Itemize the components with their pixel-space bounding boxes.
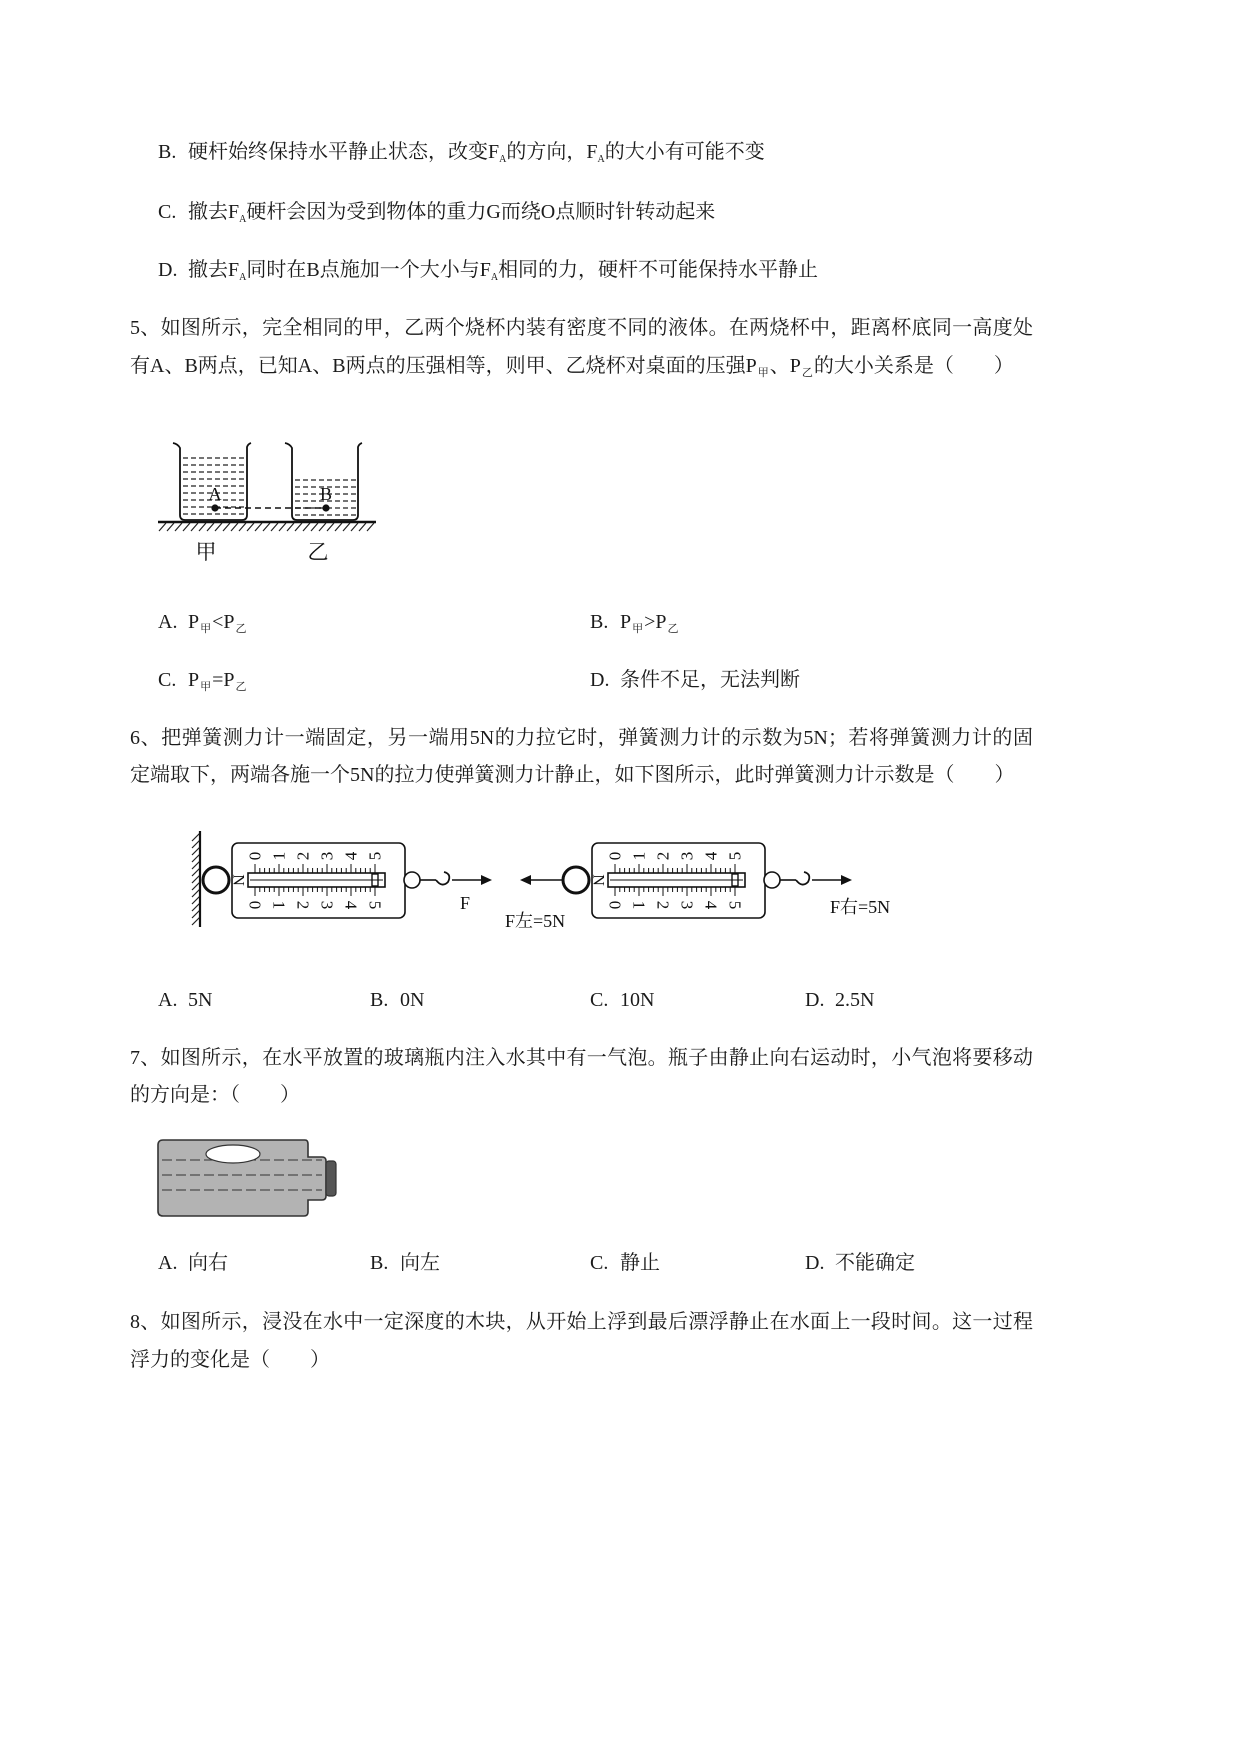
point-a-label: A xyxy=(208,484,222,504)
hatch-mark xyxy=(192,833,200,841)
option-text: 静止 xyxy=(620,1252,660,1274)
force-right-label: F右=5N xyxy=(830,897,891,917)
hatch-mark xyxy=(351,523,358,531)
hatch-mark xyxy=(263,523,270,531)
hatch-mark xyxy=(192,868,200,876)
subscript: A xyxy=(239,214,247,225)
subscript: 乙 xyxy=(235,681,247,693)
subscript: A xyxy=(597,154,605,165)
tick-label-top: 4 xyxy=(701,851,721,861)
hatch-mark xyxy=(239,523,246,531)
q7-option-b xyxy=(370,1249,440,1277)
tick-label-top: 0 xyxy=(605,851,625,861)
hatch-mark xyxy=(311,523,318,531)
option-text: 同时在B点施加一个大小与F xyxy=(246,259,491,281)
subscript: 甲 xyxy=(200,623,212,635)
tick-label-bottom: 0 xyxy=(605,900,625,910)
q8-stem-line-2: 浮力的变化是（ ） xyxy=(130,1349,330,1371)
point-b-label: B xyxy=(319,484,333,504)
hatch-mark xyxy=(207,523,214,531)
option-label: C. xyxy=(158,669,177,691)
q5-stem-line-2 xyxy=(130,352,1033,380)
q7-option-d xyxy=(805,1249,915,1277)
scale-left-hook-eye xyxy=(404,872,420,888)
hatch-mark xyxy=(167,523,174,531)
option-label: B. xyxy=(370,989,389,1011)
q6-stem-line-2: 定端取下，两端各施一个5N的拉力使弹簧测力计静止，如下图所示，此时弹簧测力计示数是（ ） xyxy=(130,764,1015,786)
wall-hatching xyxy=(192,833,200,925)
stem-text: 有A、B两点，已知A、B两点的压强相等，则甲、乙烧杯对桌面的压强P xyxy=(130,355,757,377)
bottle-cap xyxy=(326,1161,336,1196)
air-bubble xyxy=(206,1145,260,1163)
beaker-right-label: 乙 xyxy=(307,540,329,564)
option-label: D. xyxy=(805,1252,825,1274)
stem-text: 、P xyxy=(769,355,801,377)
scale-left-hook xyxy=(436,872,449,885)
tick-label-bottom: 3 xyxy=(677,900,697,910)
option-text: 的大小有可能不变 xyxy=(604,141,765,163)
q5-option-d xyxy=(590,666,800,694)
q5-option-c xyxy=(158,666,248,694)
q4-option-c xyxy=(158,198,715,226)
q6-option-d xyxy=(805,986,874,1014)
tick-label-top: 5 xyxy=(725,851,745,861)
tick-label-bottom: 4 xyxy=(701,900,721,910)
force-right-arrowhead xyxy=(841,875,852,885)
subscript: 乙 xyxy=(801,367,813,379)
option-text: 条件不足，无法判断 xyxy=(620,669,800,691)
hatch-mark xyxy=(343,523,350,531)
hatch-mark xyxy=(192,896,200,904)
q5-option-b xyxy=(590,608,680,636)
hatch-mark xyxy=(192,861,200,869)
option-text: 相同的力，硬杆不可能保持水平静止 xyxy=(498,259,819,281)
hatch-mark xyxy=(319,523,326,531)
q4-option-d xyxy=(158,256,818,284)
hatch-mark xyxy=(159,523,166,531)
hatch-mark xyxy=(192,903,200,911)
option-label: B. xyxy=(158,141,177,163)
subscript: 乙 xyxy=(235,623,247,635)
hatch-mark xyxy=(359,523,366,531)
tick-label-bottom: 3 xyxy=(317,900,337,910)
force-left-arrowhead xyxy=(520,875,531,885)
option-text: 撤去F xyxy=(188,201,240,223)
option-text: =P xyxy=(212,669,235,691)
hatch-mark xyxy=(199,523,206,531)
option-text: 10N xyxy=(620,989,655,1011)
option-text: >P xyxy=(644,611,667,633)
option-label: C. xyxy=(158,201,177,223)
option-text: 撤去F xyxy=(188,259,240,281)
option-text: 硬杆始终保持水平静止状态，改变F xyxy=(188,141,500,163)
option-text: 不能确定 xyxy=(835,1252,915,1274)
option-text: 硬杆会因为受到物体的重力G而绕O点顺时针转动起来 xyxy=(246,201,716,223)
hatch-mark xyxy=(192,910,200,918)
tick-label-top: 3 xyxy=(317,851,337,861)
spring-scale-figure xyxy=(180,825,900,940)
tick-label-bottom: 1 xyxy=(629,900,649,910)
hatch-mark xyxy=(367,523,374,531)
tick-label-bottom: 2 xyxy=(293,900,313,910)
hatch-mark xyxy=(192,917,200,925)
hatch-mark xyxy=(327,523,334,531)
tick-label-top: 1 xyxy=(269,851,289,861)
hatch-mark xyxy=(255,523,262,531)
stem-text: 的大小关系是（ ） xyxy=(813,355,1014,377)
scale-left-unit: N xyxy=(229,874,247,886)
q6-option-a xyxy=(158,986,212,1014)
option-text: 2.5N xyxy=(835,989,875,1011)
force-f-arrowhead xyxy=(481,875,492,885)
q7-option-a xyxy=(158,1249,228,1277)
q6-option-b xyxy=(370,986,424,1014)
hatch-mark xyxy=(175,523,182,531)
option-text: 5N xyxy=(188,989,213,1011)
option-text: P xyxy=(620,611,632,633)
option-label: D. xyxy=(158,259,178,281)
point-a-dot xyxy=(211,504,218,511)
bottle-figure xyxy=(150,1132,350,1224)
option-label: D. xyxy=(805,989,825,1011)
option-label: C. xyxy=(590,989,609,1011)
force-f-label: F xyxy=(460,893,471,913)
subscript: 甲 xyxy=(200,681,212,693)
q5-option-a xyxy=(158,608,248,636)
subscript: 甲 xyxy=(632,623,644,635)
scale-right-hook xyxy=(796,872,809,885)
option-text: 0N xyxy=(400,989,425,1011)
tick-label-bottom: 1 xyxy=(269,900,289,910)
hatch-mark xyxy=(231,523,238,531)
hatch-mark xyxy=(279,523,286,531)
option-label: B. xyxy=(590,611,609,633)
tick-label-top: 2 xyxy=(293,851,313,861)
option-text: 的方向，F xyxy=(506,141,598,163)
tick-label-bottom: 4 xyxy=(341,900,361,910)
hatch-mark xyxy=(191,523,198,531)
table-hatching xyxy=(159,523,374,531)
q4-option-b xyxy=(158,138,765,166)
tick-label-top: 2 xyxy=(653,851,673,861)
tick-label-bottom: 2 xyxy=(653,900,673,910)
tick-label-top: 5 xyxy=(365,851,385,861)
hatch-mark xyxy=(183,523,190,531)
tick-label-top: 0 xyxy=(245,851,265,861)
scale-right-ring xyxy=(563,867,589,893)
scale-right-unit: N xyxy=(589,874,607,886)
subscript: A xyxy=(490,272,499,283)
tick-label-top: 4 xyxy=(341,851,361,861)
scale-left-ring xyxy=(203,867,229,893)
hatch-mark xyxy=(192,840,200,848)
beaker-left-label: 甲 xyxy=(195,540,217,564)
option-text: P xyxy=(188,611,200,633)
hatch-mark xyxy=(223,523,230,531)
subscript: A xyxy=(499,154,507,165)
beakers-figure xyxy=(150,435,385,570)
subscript: 甲 xyxy=(757,367,769,379)
point-b-dot xyxy=(322,504,329,511)
hatch-mark xyxy=(192,854,200,862)
hatch-mark xyxy=(271,523,278,531)
option-text: 向右 xyxy=(188,1252,228,1274)
tick-label-bottom: 5 xyxy=(365,900,385,910)
hatch-mark xyxy=(192,875,200,883)
q6-stem-line-1: 6、把弹簧测力计一端固定，另一端用5N的力拉它时，弹簧测力计的示数为5N；若将弹簧测力计的固 xyxy=(130,727,1033,749)
tick-label-top: 3 xyxy=(677,851,697,861)
hatch-mark xyxy=(295,523,302,531)
option-label: C. xyxy=(590,1252,609,1274)
hatch-mark xyxy=(192,882,200,890)
force-left-label: F左=5N xyxy=(505,911,566,931)
option-label: B. xyxy=(370,1252,389,1274)
hatch-mark xyxy=(192,889,200,897)
option-text: <P xyxy=(212,611,235,633)
hatch-mark xyxy=(192,847,200,855)
option-label: A. xyxy=(158,1252,178,1274)
tick-label-bottom: 5 xyxy=(725,900,745,910)
option-text: P xyxy=(188,669,200,691)
option-label: A. xyxy=(158,989,178,1011)
subscript: A xyxy=(239,272,247,283)
hatch-mark xyxy=(303,523,310,531)
scale-right-hook-eye xyxy=(764,872,780,888)
tick-label-bottom: 0 xyxy=(245,900,265,910)
q7-stem-line-1: 7、如图所示，在水平放置的玻璃瓶内注入水其中有一气泡。瓶子由静止向右运动时，小气泡将要移动 xyxy=(130,1047,1033,1069)
hatch-mark xyxy=(287,523,294,531)
option-label: D. xyxy=(590,669,610,691)
tick-label-top: 1 xyxy=(629,851,649,861)
option-label: A. xyxy=(158,611,178,633)
q7-option-c xyxy=(590,1249,660,1277)
subscript: 乙 xyxy=(667,623,679,635)
q6-option-c xyxy=(590,986,654,1014)
hatch-mark xyxy=(247,523,254,531)
option-text: 向左 xyxy=(400,1252,440,1274)
hatch-mark xyxy=(335,523,342,531)
q5-stem-line-1: 5、如图所示，完全相同的甲，乙两个烧杯内装有密度不同的液体。在两烧杯中，距离杯底同一高度处 xyxy=(130,317,1033,339)
q7-stem-line-2: 的方向是：（ ） xyxy=(130,1084,300,1106)
hatch-mark xyxy=(215,523,222,531)
q8-stem-line-1: 8、如图所示，浸没在水中一定深度的木块，从开始上浮到最后漂浮静止在水面上一段时间。这一过程 xyxy=(130,1311,1033,1333)
